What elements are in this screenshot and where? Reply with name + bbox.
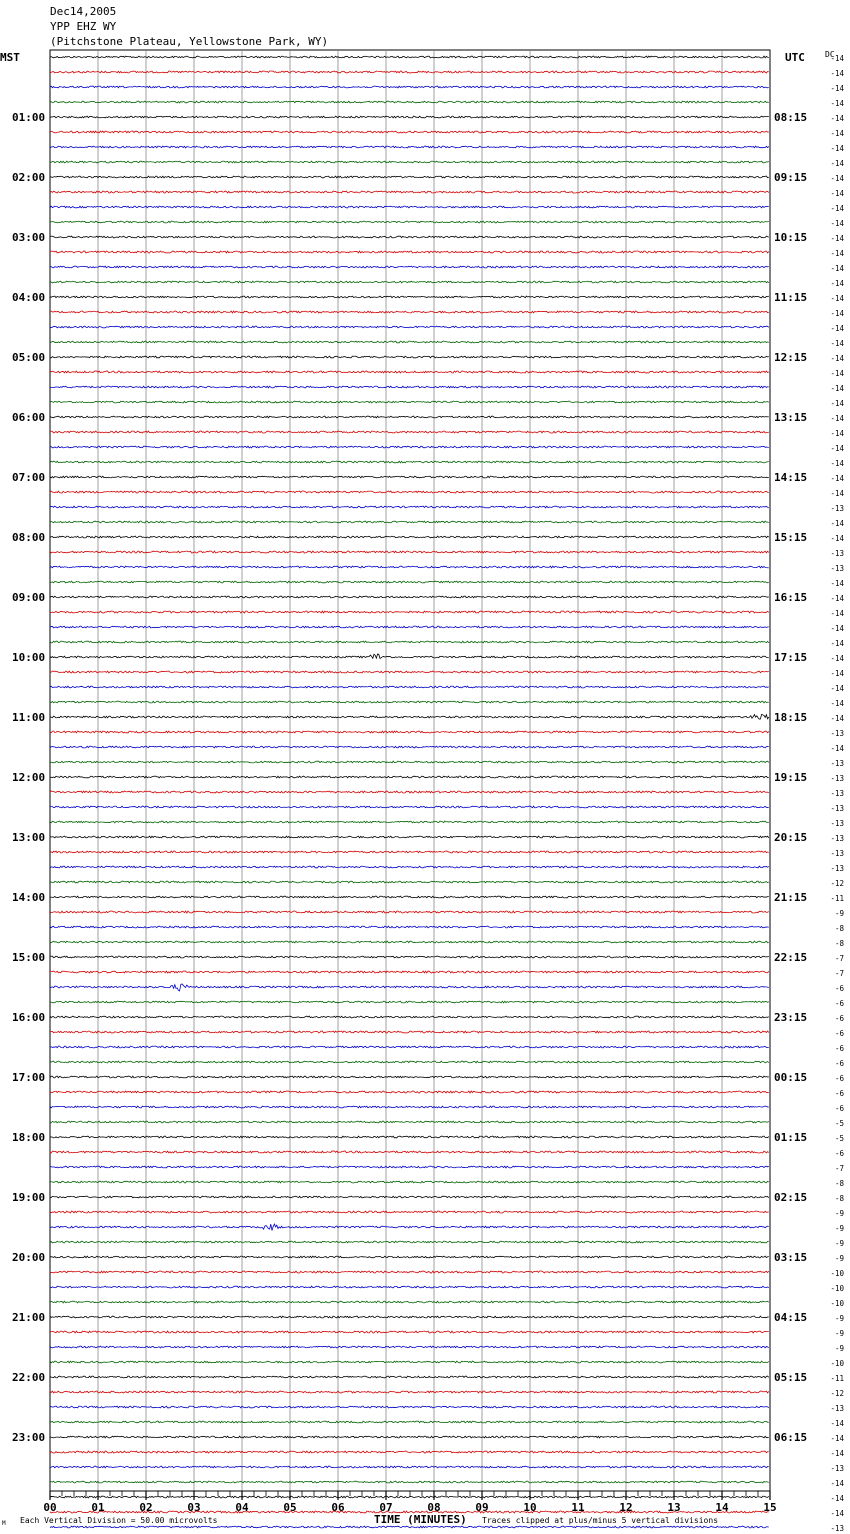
seismogram-trace: [50, 1196, 769, 1198]
dc-offset-label: -14: [830, 744, 844, 753]
dc-offset-label: -8: [834, 924, 844, 933]
dc-offset-label: -14: [830, 639, 844, 648]
dc-offset-label: -9: [834, 1254, 844, 1263]
seismogram-trace: [50, 1211, 769, 1213]
seismogram-trace: [50, 1391, 769, 1393]
seismogram-trace: [50, 1346, 769, 1348]
seismogram-trace: [50, 761, 769, 763]
seismogram-trace: [50, 146, 769, 148]
dc-offset-label: -6: [834, 1014, 844, 1023]
utc-hour-label: 08:15: [774, 111, 808, 124]
x-tick-label: 13: [667, 1501, 681, 1514]
seismogram-trace: [50, 686, 769, 688]
dc-offset-label: -6: [834, 1044, 844, 1053]
seismogram-trace: [50, 1151, 769, 1153]
dc-offset-label: -14: [830, 174, 844, 183]
seismogram-trace: [50, 941, 769, 943]
seismogram-trace: [50, 1481, 769, 1483]
utc-label: UTC: [785, 51, 805, 64]
seismogram-trace: [50, 311, 769, 313]
dc-offset-label: -12: [830, 1389, 844, 1398]
dc-offset-label: -14: [830, 1434, 844, 1443]
seismogram-trace: [50, 266, 769, 268]
dc-offset-label: -14: [830, 654, 844, 663]
seismogram-trace: [50, 746, 769, 748]
dc-offset-label: -14: [830, 384, 844, 393]
header-location: (Pitchstone Plateau, Yellowstone Park, WY): [50, 35, 329, 48]
seismogram-trace: [50, 491, 769, 493]
utc-hour-label: 13:15: [774, 411, 808, 424]
dc-offset-label: -14: [830, 99, 844, 108]
dc-offset-label: -14: [830, 624, 844, 633]
utc-hour-label: 20:15: [774, 831, 808, 844]
dc-offset-label: -9: [834, 1344, 844, 1353]
mst-hour-label: 21:00: [12, 1311, 46, 1324]
dc-offset-label: -7: [834, 1164, 844, 1173]
seismogram-trace: [50, 1224, 769, 1231]
dc-offset-label: -13: [830, 1464, 844, 1473]
dc-offset-label: -6: [834, 1029, 844, 1038]
dc-offset-label: -13: [830, 729, 844, 738]
dc-offset-label: -8: [834, 1179, 844, 1188]
dc-offset-label: -14: [830, 69, 844, 78]
dc-offset-label: -14: [830, 159, 844, 168]
seismogram-trace: [50, 1031, 769, 1033]
seismogram-trace: [50, 731, 769, 733]
x-tick-label: 07: [379, 1501, 393, 1514]
utc-hour-label: 10:15: [774, 231, 808, 244]
mst-hour-label: 07:00: [12, 471, 46, 484]
seismogram-trace: [50, 1001, 769, 1003]
dc-offset-label: -14: [830, 219, 844, 228]
x-tick-label: 14: [715, 1501, 729, 1514]
seismogram-trace: [50, 176, 769, 178]
dc-offset-label: -14: [830, 354, 844, 363]
seismogram-trace: [50, 326, 769, 328]
dc-offset-label: -14: [830, 84, 844, 93]
x-tick-label: 02: [139, 1501, 153, 1514]
seismogram-trace: [50, 1421, 769, 1423]
seismogram-trace: [50, 1241, 769, 1243]
utc-hour-label: 23:15: [774, 1011, 808, 1024]
seismogram-trace: [50, 461, 769, 463]
dc-offset-label: -6: [834, 984, 844, 993]
header-date: Dec14,2005: [50, 5, 117, 18]
mst-hour-label: 11:00: [12, 711, 46, 724]
seismogram-trace: [50, 851, 769, 853]
dc-offset-label: -14: [830, 474, 844, 483]
dc-offset-label: -14: [830, 144, 844, 153]
seismogram-trace: [50, 881, 769, 883]
dc-offset-label: -7: [834, 954, 844, 963]
seismogram-trace: [50, 714, 769, 719]
x-tick-label: 08: [427, 1501, 441, 1514]
dc-offset-label: -14: [830, 309, 844, 318]
seismogram-trace: [50, 1406, 769, 1408]
dc-offset-label: -9: [834, 1329, 844, 1338]
seismogram-trace: [50, 791, 769, 793]
mst-hour-label: 04:00: [12, 291, 46, 304]
utc-hour-label: 09:15: [774, 171, 808, 184]
seismogram-trace: [50, 1316, 769, 1318]
dc-offset-label: -14: [830, 249, 844, 258]
scale-note: Each Vertical Division = 50.00 microvolts: [20, 1516, 218, 1525]
dc-offset-label: -14: [830, 534, 844, 543]
seismogram-trace: [50, 806, 769, 808]
seismogram-trace: [50, 671, 769, 673]
seismogram-trace: [50, 1106, 769, 1108]
mst-hour-label: 06:00: [12, 411, 46, 424]
seismogram-trace: [50, 296, 769, 298]
dc-offset-label: -6: [834, 1089, 844, 1098]
dc-offset-label: -14: [830, 324, 844, 333]
dc-offset-label: -13: [830, 819, 844, 828]
seismogram-trace: [50, 866, 769, 868]
seismogram-trace: [50, 1301, 769, 1303]
seismogram-trace: [50, 984, 769, 991]
seismogram-trace: [50, 836, 769, 838]
dc-offset-label: -14: [830, 669, 844, 678]
seismogram-trace: [50, 654, 769, 659]
dc-offset-label: -10: [830, 1269, 844, 1278]
seismogram-trace: [50, 911, 769, 913]
dc-offset-label: -14: [830, 609, 844, 618]
seismogram-trace: [50, 86, 769, 88]
seismogram-trace: [50, 1376, 769, 1378]
mst-hour-label: 19:00: [12, 1191, 46, 1204]
seismogram-trace: [50, 371, 769, 373]
seismogram-trace: [50, 1061, 769, 1063]
seismogram-trace: [50, 446, 769, 448]
seismogram-trace: [50, 206, 769, 208]
seismogram-trace: [50, 236, 769, 238]
mst-hour-label: 09:00: [12, 591, 46, 604]
seismogram-trace: [50, 56, 769, 58]
x-tick-label: 10: [523, 1501, 537, 1514]
corner-mark: M: [2, 1520, 6, 1527]
utc-hour-label: 03:15: [774, 1251, 808, 1264]
dc-offset-label: -6: [834, 1149, 844, 1158]
clip-note: Traces clipped at plus/minus 5 vertical divisions: [482, 1516, 719, 1525]
dc-offset-label: -14: [830, 579, 844, 588]
x-tick-label: 05: [283, 1501, 297, 1514]
mst-hour-label: 18:00: [12, 1131, 46, 1144]
utc-hour-label: 02:15: [774, 1191, 808, 1204]
dc-offset-label: -13: [830, 1524, 844, 1533]
dc-offset-label: -14: [830, 714, 844, 723]
seismogram-trace: [50, 1361, 769, 1363]
seismogram-trace: [50, 896, 769, 898]
dc-offset-label: -6: [834, 1059, 844, 1068]
seismogram-trace: [50, 1436, 769, 1438]
header-station: YPP EHZ WY: [50, 20, 117, 33]
utc-hour-label: 12:15: [774, 351, 808, 364]
dc-offset-label: -9: [834, 1224, 844, 1233]
mst-hour-label: 13:00: [12, 831, 46, 844]
dc-offset-label: -5: [834, 1134, 844, 1143]
seismogram-trace: [50, 1091, 769, 1093]
seismogram-trace: [50, 581, 769, 583]
mst-hour-label: 03:00: [12, 231, 46, 244]
dc-offset-label: -14: [830, 1449, 844, 1458]
dc-offset-label: -14: [830, 684, 844, 693]
dc-offset-label: -7: [834, 969, 844, 978]
seismogram-trace: [50, 341, 769, 343]
x-tick-label: 15: [763, 1501, 777, 1514]
seismogram-trace: [50, 116, 769, 118]
dc-offset-label: -14: [830, 1419, 844, 1428]
dc-offset-label: -14: [830, 414, 844, 423]
seismogram-trace: [50, 1166, 769, 1168]
dc-offset-label: -14: [830, 234, 844, 243]
dc-offset-label: -14: [830, 189, 844, 198]
utc-hour-label: 15:15: [774, 531, 808, 544]
dc-offset-label: -12: [830, 879, 844, 888]
seismogram-trace: [50, 131, 769, 133]
dc-offset-label: -6: [834, 1074, 844, 1083]
seismogram-trace: [50, 1121, 769, 1123]
mst-hour-label: 01:00: [12, 111, 46, 124]
utc-hour-label: 01:15: [774, 1131, 808, 1144]
x-tick-label: 03: [187, 1501, 201, 1514]
dc-offset-label: -6: [834, 1104, 844, 1113]
dc-offset-label: -9: [834, 1314, 844, 1323]
dc-offset-label: -14: [830, 369, 844, 378]
seismogram-trace: [50, 1496, 769, 1498]
mst-hour-label: 22:00: [12, 1371, 46, 1384]
seismogram-trace: [50, 101, 769, 103]
utc-hour-label: 11:15: [774, 291, 808, 304]
dc-offset-label: -9: [834, 1239, 844, 1248]
seismogram-trace: [50, 1331, 769, 1333]
mst-hour-label: 14:00: [12, 891, 46, 904]
seismogram-trace: [50, 1286, 769, 1288]
dc-offset-label: -14: [830, 114, 844, 123]
mst-hour-label: 10:00: [12, 651, 46, 664]
seismogram-trace: [50, 416, 769, 418]
dc-offset-label: -11: [830, 1374, 844, 1383]
x-tick-label: 09: [475, 1501, 489, 1514]
seismogram-trace: [50, 611, 769, 613]
x-tick-label: 01: [91, 1501, 105, 1514]
seismogram-trace: [50, 506, 769, 508]
seismogram-trace: [50, 641, 769, 643]
dc-offset-label: -5: [834, 1119, 844, 1128]
dc-offset-label: -14: [830, 294, 844, 303]
dc-offset-label: -14: [830, 264, 844, 273]
dc-offset-label: -13: [830, 549, 844, 558]
mst-hour-label: 15:00: [12, 951, 46, 964]
dc-offset-label: -14: [830, 429, 844, 438]
dc-offset-label: -14: [830, 399, 844, 408]
dc-offset-label: -9: [834, 1209, 844, 1218]
seismogram-trace: [50, 1136, 769, 1138]
dc-offset-label: -13: [830, 864, 844, 873]
utc-hour-label: 18:15: [774, 711, 808, 724]
utc-hour-label: 19:15: [774, 771, 808, 784]
seismogram-trace: [50, 1526, 769, 1528]
seismogram-trace: [50, 956, 769, 958]
seismogram-trace: [50, 1076, 769, 1078]
seismogram-trace: [50, 1451, 769, 1453]
dc-offset-label: -14: [830, 444, 844, 453]
dc-offset-label: -13: [830, 789, 844, 798]
seismogram-trace: [50, 221, 769, 223]
dc-offset-label: -10: [830, 1299, 844, 1308]
seismogram-trace: [50, 536, 769, 538]
seismogram-trace: [50, 1466, 769, 1468]
utc-hour-label: 17:15: [774, 651, 808, 664]
seismogram-trace: [50, 551, 769, 553]
utc-hour-label: 14:15: [774, 471, 808, 484]
seismogram-trace: [50, 971, 769, 973]
utc-hour-label: 22:15: [774, 951, 808, 964]
dc-offset-label: -11: [830, 894, 844, 903]
seismogram-trace: [50, 71, 769, 73]
seismogram-trace: [50, 1256, 769, 1258]
seismogram-trace: [50, 1181, 769, 1183]
dc-offset-label: -14: [830, 1479, 844, 1488]
x-tick-label: 00: [43, 1501, 57, 1514]
dc-offset-label: -14: [830, 129, 844, 138]
utc-hour-label: 00:15: [774, 1071, 808, 1084]
dc-offset-label: -14: [830, 594, 844, 603]
dc-offset-label: -13: [830, 849, 844, 858]
dc-offset-label: -13: [830, 834, 844, 843]
utc-hour-label: 21:15: [774, 891, 808, 904]
seismogram-trace: [50, 476, 769, 478]
x-tick-label: 06: [331, 1501, 345, 1514]
mst-hour-label: 05:00: [12, 351, 46, 364]
dc-label: DC: [825, 50, 835, 59]
seismogram-trace: [50, 191, 769, 193]
dc-offset-label: -14: [830, 279, 844, 288]
x-tick-label: 04: [235, 1501, 249, 1514]
mst-hour-label: 17:00: [12, 1071, 46, 1084]
dc-offset-label: -13: [830, 504, 844, 513]
dc-offset-label: -9: [834, 909, 844, 918]
dc-offset-label: -10: [830, 1284, 844, 1293]
dc-offset-label: -14: [830, 54, 844, 63]
dc-offset-label: -8: [834, 1194, 844, 1203]
dc-offset-label: -13: [830, 774, 844, 783]
mst-hour-label: 12:00: [12, 771, 46, 784]
seismogram-trace: [50, 521, 769, 523]
dc-offset-label: -13: [830, 804, 844, 813]
dc-offset-label: -10: [830, 1359, 844, 1368]
x-axis-label: TIME (MINUTES): [374, 1513, 467, 1526]
dc-offset-label: -8: [834, 939, 844, 948]
mst-hour-label: 16:00: [12, 1011, 46, 1024]
dc-offset-label: -14: [830, 339, 844, 348]
seismogram-trace: [50, 566, 769, 568]
mst-hour-label: 23:00: [12, 1431, 46, 1444]
seismogram-trace: [50, 281, 769, 283]
seismogram-trace: [50, 1046, 769, 1048]
mst-hour-label: 08:00: [12, 531, 46, 544]
seismogram-trace: [50, 776, 769, 778]
utc-hour-label: 06:15: [774, 1431, 808, 1444]
dc-offset-label: -14: [830, 489, 844, 498]
mst-hour-label: 20:00: [12, 1251, 46, 1264]
dc-offset-label: -13: [830, 564, 844, 573]
mst-label: MST: [0, 51, 20, 64]
x-tick-label: 11: [571, 1501, 585, 1514]
seismogram-trace: [50, 701, 769, 703]
plot-frame: [50, 50, 770, 1491]
dc-offset-label: -14: [830, 459, 844, 468]
dc-offset-label: -13: [830, 759, 844, 768]
dc-offset-label: -6: [834, 999, 844, 1008]
dc-offset-label: -14: [830, 519, 844, 528]
seismogram-trace: [50, 251, 769, 253]
utc-hour-label: 05:15: [774, 1371, 808, 1384]
seismogram-trace: [50, 356, 769, 358]
seismogram-trace: [50, 821, 769, 823]
seismogram-trace: [50, 431, 769, 433]
mst-hour-label: 02:00: [12, 171, 46, 184]
dc-offset-label: -13: [830, 1404, 844, 1413]
dc-offset-label: -14: [830, 699, 844, 708]
seismogram-trace: [50, 1271, 769, 1273]
dc-offset-label: -14: [830, 1494, 844, 1503]
dc-offset-label: -14: [830, 204, 844, 213]
seismogram-trace: [50, 161, 769, 163]
utc-hour-label: 16:15: [774, 591, 808, 604]
seismogram-trace: [50, 926, 769, 928]
dc-offset-label: -14: [830, 1509, 844, 1518]
x-tick-label: 12: [619, 1501, 633, 1514]
seismogram-trace: [50, 386, 769, 388]
seismogram-trace: [50, 401, 769, 403]
utc-hour-label: 04:15: [774, 1311, 808, 1324]
seismogram-trace: [50, 596, 769, 598]
seismogram-trace: [50, 1016, 769, 1018]
seismogram-trace: [50, 626, 769, 628]
